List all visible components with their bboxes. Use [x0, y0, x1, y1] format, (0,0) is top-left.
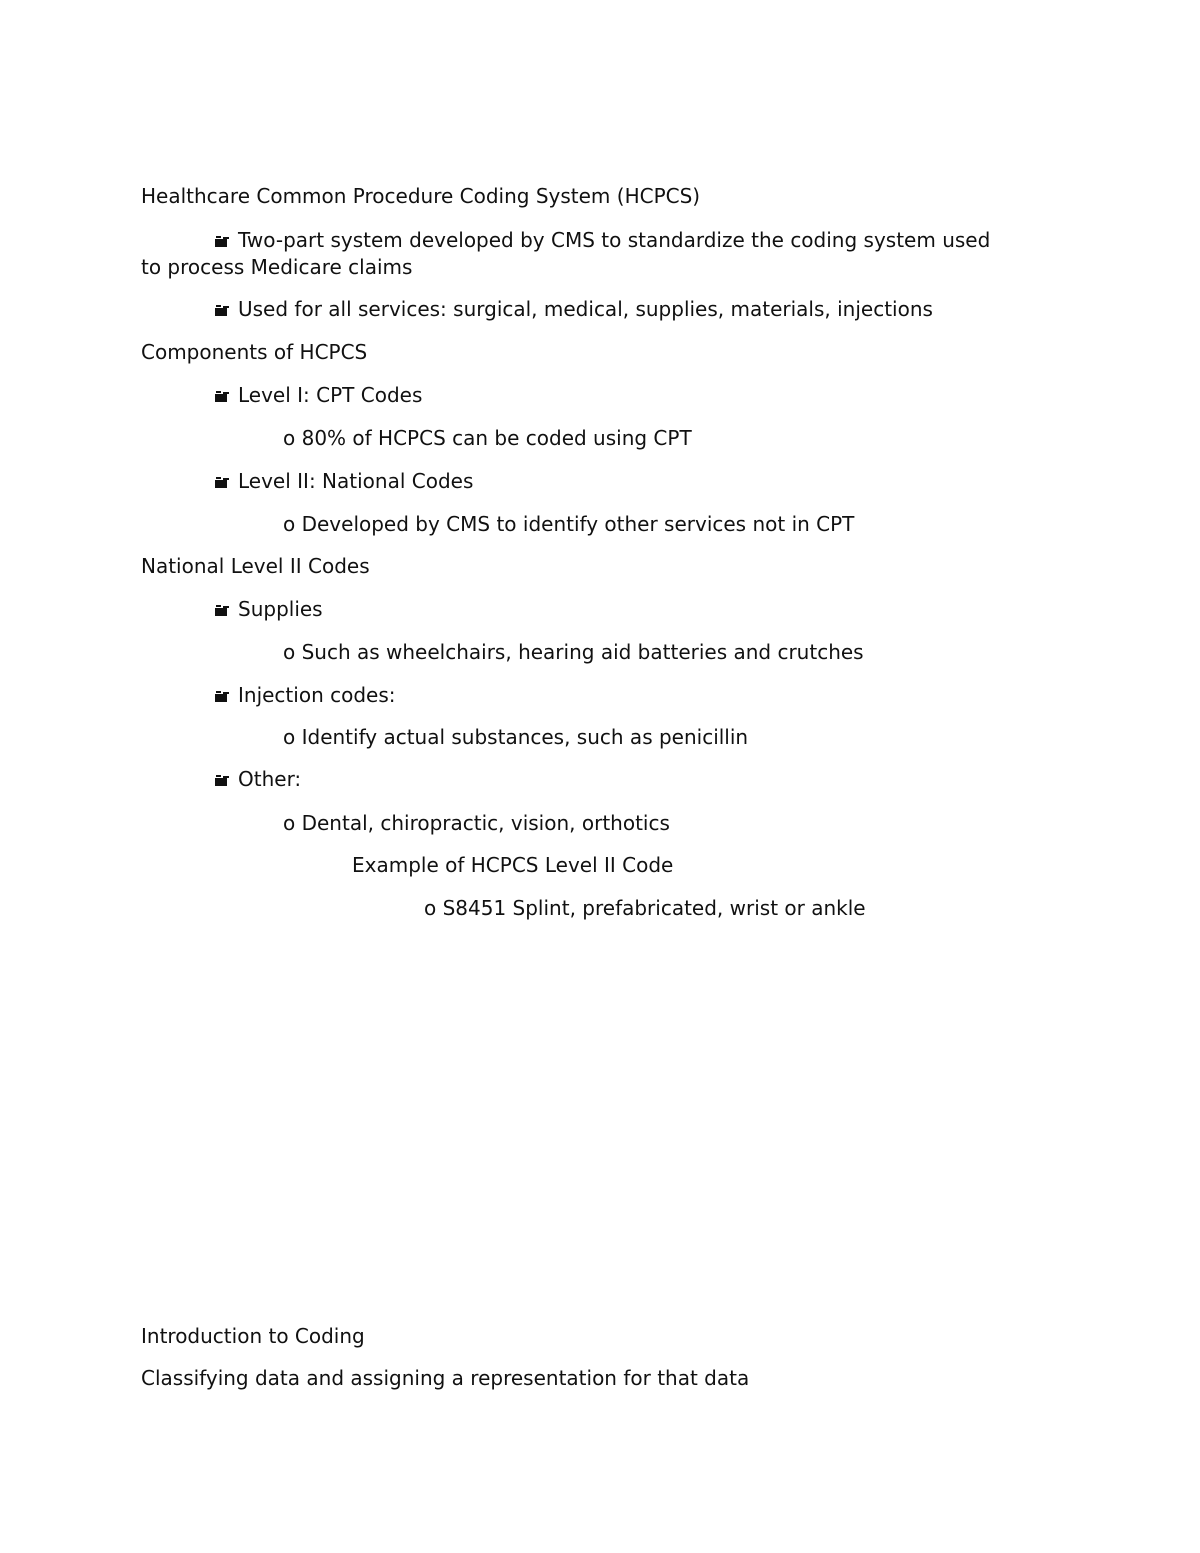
example-heading: Example of HCPCS Level II Code [352, 853, 674, 877]
list-item-text: Level I: CPT Codes [238, 383, 423, 407]
list-item [214, 469, 473, 493]
heading-hcpcs: Healthcare Common Procedure Coding System (HCPCS) [141, 184, 701, 208]
pointing-hand-icon [214, 603, 230, 617]
list-item-text: Two-part system developed by CMS to standardize the coding system used [238, 228, 991, 252]
list-item-text: Used for all services: surgical, medical, supplies, materials, injections [238, 297, 933, 321]
pointing-hand-icon [214, 773, 230, 787]
sub-list-item: o S8451 Splint, prefabricated, wrist or ankle [424, 896, 866, 920]
sub-list-item: o Dental, chiropractic, vision, orthotics [283, 811, 670, 835]
sub-list-item: o Developed by CMS to identify other services not in CPT [283, 512, 855, 536]
list-item [214, 297, 933, 321]
list-item-text: Supplies [238, 597, 323, 621]
list-item-text: Level II: National Codes [238, 469, 474, 493]
sub-list-item: o 80% of HCPCS can be coded using CPT [283, 426, 692, 450]
sub-list-item: o Identify actual substances, such as penicillin [283, 725, 749, 749]
intro-text: Classifying data and assigning a representation for that data [141, 1366, 750, 1390]
heading-national: National Level II Codes [141, 554, 370, 578]
pointing-hand-icon [214, 303, 230, 317]
list-item [214, 683, 396, 707]
pointing-hand-icon [214, 389, 230, 403]
list-item [214, 383, 422, 407]
list-item [214, 767, 301, 791]
heading-intro: Introduction to Coding [141, 1324, 365, 1348]
pointing-hand-icon [214, 475, 230, 489]
list-item [214, 597, 323, 621]
heading-components: Components of HCPCS [141, 340, 368, 364]
pointing-hand-icon [214, 689, 230, 703]
list-item-text: Injection codes: [238, 683, 396, 707]
list-item-text: Other: [238, 767, 302, 791]
sub-list-item: o Such as wheelchairs, hearing aid batteries and crutches [283, 640, 864, 664]
list-item [214, 228, 990, 252]
list-item-continuation: to process Medicare claims [141, 255, 413, 279]
pointing-hand-icon [214, 234, 230, 248]
